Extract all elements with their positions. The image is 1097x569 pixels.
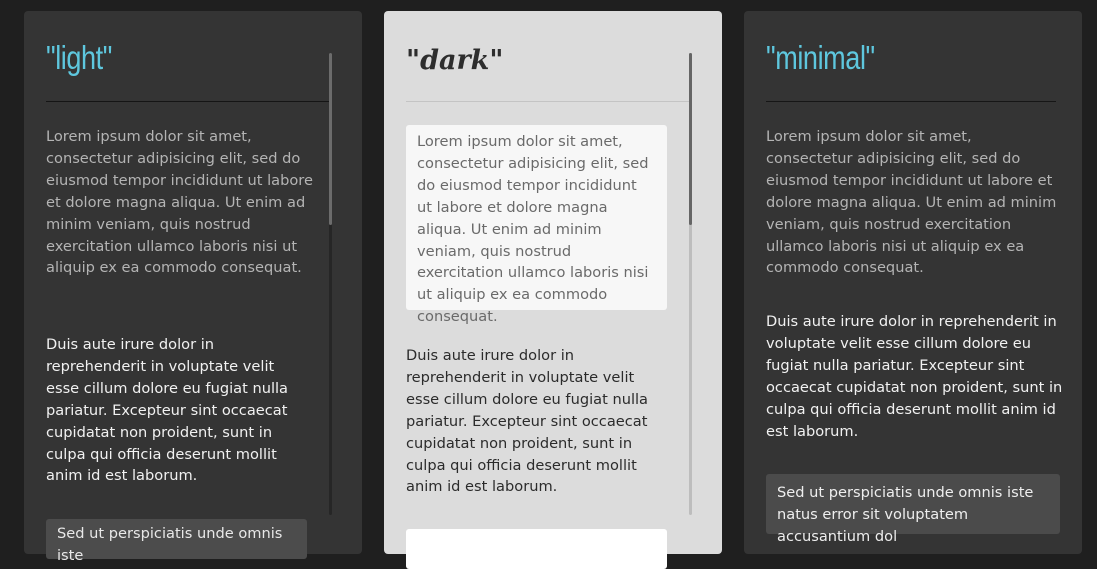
light-panel-scroll-thumb[interactable] [329, 53, 332, 225]
minimal-panel-divider [766, 101, 1056, 102]
dark-panel-text-box: Lorem ipsum dolor sit amet, consectetur adipisicing elit, sed do eiusmod tempor incididunt ut labore et dolore magna aliqua. Ut enim ad minim veniam, quis nostrud exercitation ullamco laboris nisi ut aliquip ex ea commodo consequat. [406, 125, 667, 310]
light-panel-scrollbar[interactable] [329, 53, 332, 515]
minimal-panel-title: "minimal" [766, 39, 875, 76]
light-theme-panel[interactable] [24, 11, 362, 564]
light-panel-text-box: Sed ut perspiciatis unde omnis iste [46, 519, 307, 559]
dark-panel-second-box [406, 529, 667, 569]
dark-panel-divider [406, 101, 692, 102]
light-panel-divider [46, 101, 332, 102]
light-panel-title: "light" [46, 39, 112, 76]
minimal-panel-paragraph-1: Lorem ipsum dolor sit amet, consectetur adipisicing elit, sed do eiusmod tempor incididunt ut labore et dolore magna aliqua. Ut enim ad minim veniam, quis nostrud exercitation ullamco laboris nisi ut aliquip ex ea commodo consequat. [766, 128, 1057, 277]
dark-panel-paragraph-2: Duis aute irure dolor in reprehenderit in voluptate velit esse cillum dolore eu fugiat nulla pariatur. Excepteur sint occaecat cupidatat non proident, sunt in culpa qui officia deserunt mollit anim id est laborum. [406, 347, 648, 496]
light-panel-paragraph-1: Lorem ipsum dolor sit amet, consectetur adipisicing elit, sed do eiusmod tempor incididunt ut labore et dolore magna aliqua. Ut enim ad minim veniam, quis nostrud exercitation ullamco laboris nisi ut aliquip ex ea commodo consequat. [46, 128, 313, 277]
light-panel-paragraph-2: Duis aute irure dolor in reprehenderit in voluptate velit esse cillum dolore eu fugiat nulla pariatur. Excepteur sint occaecat cupidatat non proident, sunt in culpa qui officia deserunt mollit anim id est laborum. [46, 336, 288, 485]
dark-panel-scrollbar[interactable] [689, 53, 692, 515]
minimal-panel-paragraph-2: Duis aute irure dolor in reprehenderit in voluptate velit esse cillum dolore eu fugiat nulla pariatur. Excepteur sint occaecat cupidatat non proident, sunt in culpa qui officia deserunt mollit anim id est laborum. [766, 313, 1063, 440]
minimal-theme-panel[interactable] [744, 11, 1082, 554]
dark-theme-panel[interactable] [384, 11, 722, 554]
dark-panel-scroll-thumb[interactable] [689, 53, 692, 225]
minimal-panel-text-box: Sed ut perspiciatis unde omnis iste natus error sit voluptatem accusantium dol [766, 474, 1060, 534]
dark-panel-title: "dark" [406, 45, 504, 76]
